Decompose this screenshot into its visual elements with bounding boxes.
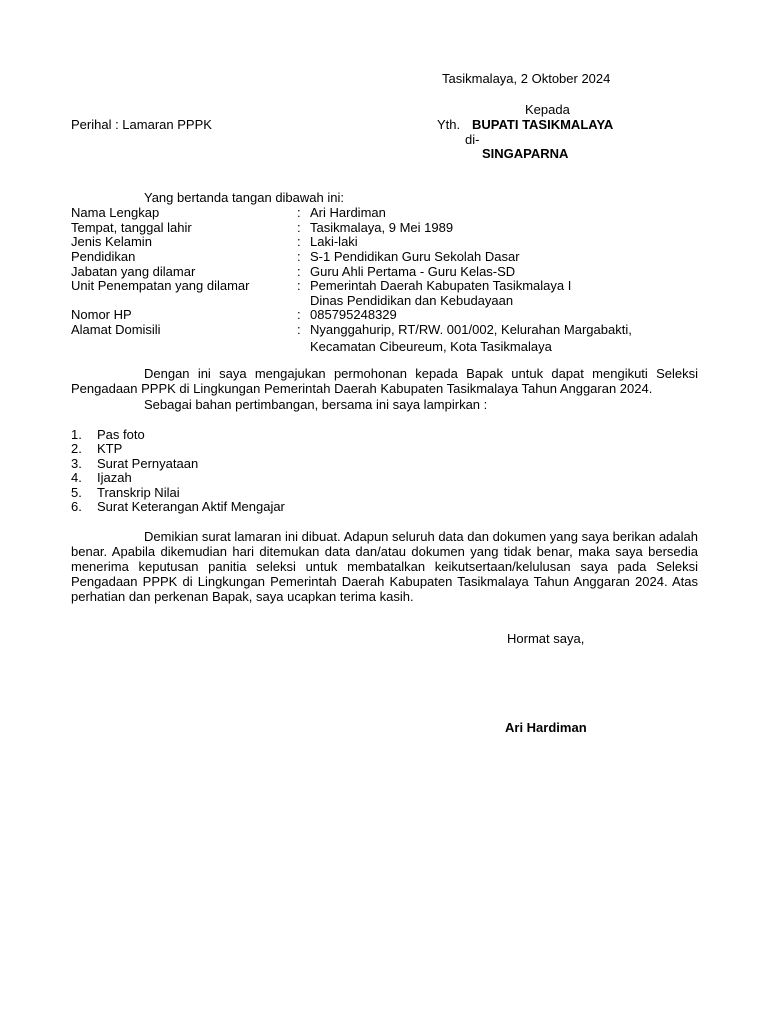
field-nomor-hp: [71, 307, 711, 322]
field-label: Unit Penempatan yang dilamar: [71, 278, 250, 293]
field-label: Pendidikan: [71, 249, 136, 264]
kepada-label: Kepada: [525, 102, 570, 117]
list-number: 3.: [71, 456, 82, 471]
field-value: Nyanggahurip, RT/RW. 001/002, Kelurahan Margabakti,: [310, 322, 632, 337]
field-ttl: [71, 220, 711, 235]
field-value: Pemerintah Daerah Kabupaten Tasikmalaya I: [310, 278, 572, 293]
recipient-name: BUPATI TASIKMALAYA: [472, 117, 614, 132]
field-colon: :: [297, 205, 301, 220]
list-number: 4.: [71, 470, 82, 485]
field-label: Jabatan yang dilamar: [71, 264, 196, 279]
list-text: Pas foto: [97, 427, 145, 442]
closing-salutation: Hormat saya,: [507, 631, 585, 646]
list-text: Transkrip Nilai: [97, 485, 180, 500]
list-text: KTP: [97, 441, 123, 456]
recipient-place: SINGAPARNA: [482, 146, 569, 161]
paragraph-request: Dengan ini saya mengajukan permohonan kepada Bapak untuk dapat mengikuti Seleksi Pengadaan PPPK di Lingkungan Pemerintah Daerah Kabupaten Tasikmalaya Tahun Anggaran 2024.: [71, 366, 698, 396]
field-label: Alamat Domisili: [71, 322, 161, 337]
field-colon: :: [297, 307, 301, 322]
field-value-cont: Kecamatan Cibeureum, Kota Tasikmalaya: [310, 339, 552, 354]
perihal-line: Perihal : Lamaran PPPK: [71, 117, 212, 132]
field-value: 085795248329: [310, 307, 397, 322]
yth-label: Yth.: [437, 117, 461, 132]
field-value: Guru Ahli Pertama - Guru Kelas-SD: [310, 264, 516, 279]
field-label: Nomor HP: [71, 307, 132, 322]
intro-line: Yang bertanda tangan dibawah ini:: [144, 190, 344, 205]
list-number: 1.: [71, 427, 82, 442]
field-value: Ari Hardiman: [310, 205, 386, 220]
field-colon: :: [297, 234, 301, 249]
field-colon: :: [297, 220, 301, 235]
field-value: Tasikmalaya, 9 Mei 1989: [310, 220, 454, 235]
list-number: 5.: [71, 485, 82, 500]
field-alamat: [71, 322, 711, 337]
field-jenis-kelamin: [71, 234, 711, 249]
date-line: Tasikmalaya, 2 Oktober 2024: [442, 71, 611, 86]
paragraph-attachment-intro: Sebagai bahan pertimbangan, bersama ini saya lampirkan :: [144, 397, 488, 412]
field-label: Tempat, tanggal lahir: [71, 220, 192, 235]
field-value: S-1 Pendidikan Guru Sekolah Dasar: [310, 249, 520, 264]
field-colon: :: [297, 322, 301, 337]
paragraph-closing-statement: Demikian surat lamaran ini dibuat. Adapun seluruh data dan dokumen yang saya berikan adalah benar. Apabila dikemudian hari ditemukan data dan/atau dokumen yang tidak benar, maka saya bersedia menerima keputusan panitia seleksi untuk membatalkan keikutsertaan/kelulusan saya pada Seleksi Pengadaan PPPK di Lingkungan Pemerintah Daerah Kabupaten Tasikmalaya Tahun Anggaran 2024. Atas perhatian dan perkenan Bapak, saya ucapkan terima kasih.: [71, 529, 698, 604]
field-label: Nama Lengkap: [71, 205, 160, 220]
list-text: Surat Pernyataan: [97, 456, 199, 471]
field-value-cont: Dinas Pendidikan dan Kebudayaan: [310, 293, 514, 308]
field-pendidikan: [71, 249, 711, 264]
field-colon: :: [297, 249, 301, 264]
field-jabatan: [71, 264, 711, 279]
field-colon: :: [297, 278, 301, 293]
field-value: Laki-laki: [310, 234, 358, 249]
list-text: Ijazah: [97, 470, 132, 485]
field-unit-penempatan: [71, 278, 711, 293]
list-number: 2.: [71, 441, 82, 456]
signer-name: Ari Hardiman: [505, 720, 587, 735]
field-colon: :: [297, 264, 301, 279]
list-text: Surat Keterangan Aktif Mengajar: [97, 499, 285, 514]
field-nama: [71, 205, 711, 220]
field-unit-penempatan-cont: [71, 293, 711, 308]
list-number: 6.: [71, 499, 82, 514]
field-label: Jenis Kelamin: [71, 234, 152, 249]
field-alamat-cont: [71, 339, 711, 354]
di-label: di-: [465, 132, 480, 147]
